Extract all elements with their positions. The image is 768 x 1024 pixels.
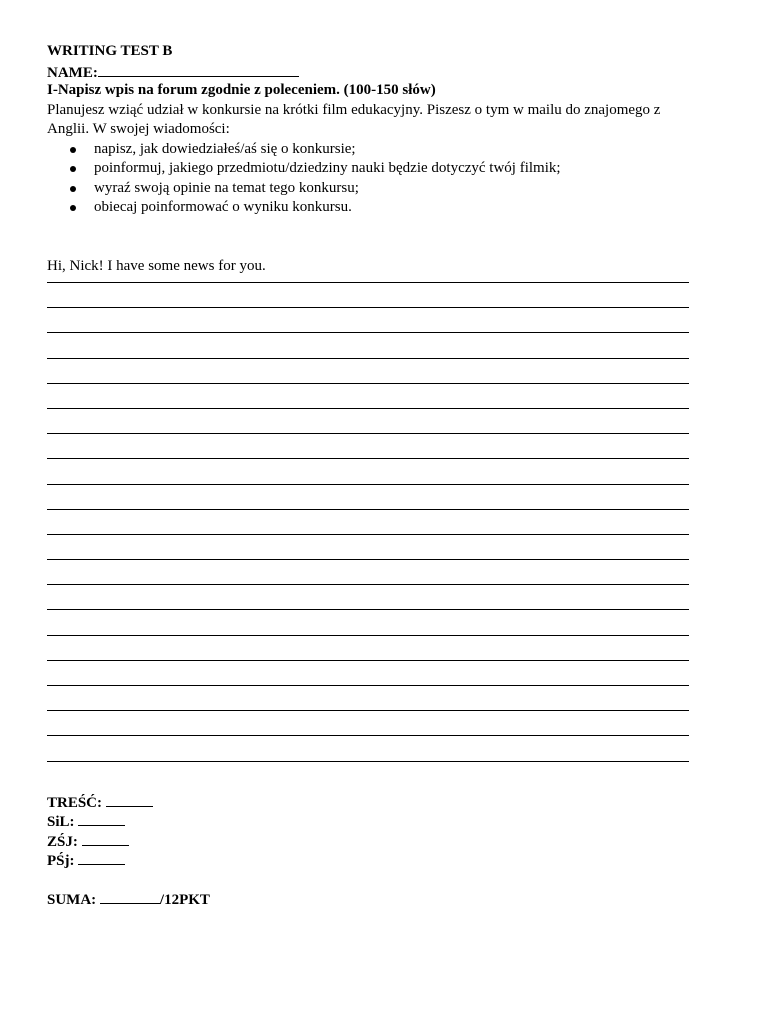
task-bullet-text: napisz, jak dowiedziałeś/aś się o konkursie; — [94, 140, 356, 157]
score-row-sil — [47, 812, 689, 832]
task-bullet-text: poinformuj, jakiego przedmiotu/dziedziny nauki będzie dotyczyć twój filmik; — [94, 160, 561, 176]
test-title: WRITING TEST B — [47, 43, 173, 59]
answer-line[interactable] — [47, 711, 689, 736]
task-bullet-item — [47, 179, 689, 199]
score-label: ZŚJ: — [47, 833, 78, 850]
bullet-dot-icon — [70, 205, 76, 211]
answer-writing-area[interactable] — [47, 276, 689, 762]
task-bullet-item — [47, 140, 689, 160]
answer-line[interactable] — [47, 535, 689, 560]
name-blank-field[interactable] — [98, 62, 299, 77]
scoring-section — [47, 793, 689, 910]
answer-line[interactable] — [47, 283, 689, 308]
task-bullet-text: wyraź swoją opinie na temat tego konkursu; — [94, 179, 359, 196]
answer-greeting: Hi, Nick! I have some news for you. — [47, 257, 266, 274]
score-label: PŚj: — [47, 853, 75, 870]
answer-line[interactable] — [47, 434, 689, 459]
answer-line[interactable] — [47, 510, 689, 535]
bullet-dot-icon — [70, 166, 76, 172]
score-row-sum — [47, 890, 689, 910]
name-label: NAME: — [47, 64, 98, 81]
answer-line[interactable] — [47, 333, 689, 358]
sum-blank-field[interactable] — [100, 890, 160, 904]
task-bullet-text: obiecaj poinformować o wyniku konkursu. — [94, 199, 352, 215]
score-row-zsj — [47, 832, 689, 852]
answer-line[interactable] — [47, 485, 689, 510]
answer-line[interactable] — [47, 661, 689, 686]
answer-line[interactable] — [47, 384, 689, 409]
bullet-dot-icon — [70, 147, 76, 153]
score-row-tresc — [47, 793, 689, 813]
answer-line[interactable] — [47, 276, 689, 283]
answer-line[interactable] — [47, 736, 689, 761]
answer-line[interactable] — [47, 560, 689, 585]
score-blank-field[interactable] — [78, 851, 125, 865]
score-row-psj — [47, 851, 689, 871]
score-blank-field[interactable] — [82, 832, 129, 846]
answer-line[interactable] — [47, 459, 689, 484]
task-bullet-item — [47, 159, 689, 179]
sum-label: SUMA: — [47, 892, 97, 909]
name-row — [47, 62, 689, 82]
score-blank-field[interactable] — [106, 793, 153, 807]
worksheet-page — [47, 42, 689, 910]
score-blank-field[interactable] — [78, 812, 125, 826]
answer-line[interactable] — [47, 610, 689, 635]
task-bullet-list — [47, 140, 689, 218]
task-heading: I-Napisz wpis na forum zgodnie z poleceniem. (100-150 słów) — [47, 82, 436, 98]
answer-line[interactable] — [47, 585, 689, 610]
task-intro: Planujesz wziąć udział w konkursie na krótki film edukacyjny. Piszesz o tym w mailu do znajomego z Anglii. W swojej wiadomości: — [47, 101, 661, 137]
answer-line[interactable] — [47, 409, 689, 434]
answer-line[interactable] — [47, 686, 689, 711]
answer-line[interactable] — [47, 308, 689, 333]
score-label: SiL: — [47, 814, 75, 831]
bullet-dot-icon — [70, 186, 76, 192]
sum-max: /12PKT — [159, 892, 210, 909]
answer-line[interactable] — [47, 359, 689, 384]
score-label: TREŚĆ: — [47, 794, 103, 811]
answer-line[interactable] — [47, 636, 689, 661]
task-bullet-item — [47, 198, 689, 218]
